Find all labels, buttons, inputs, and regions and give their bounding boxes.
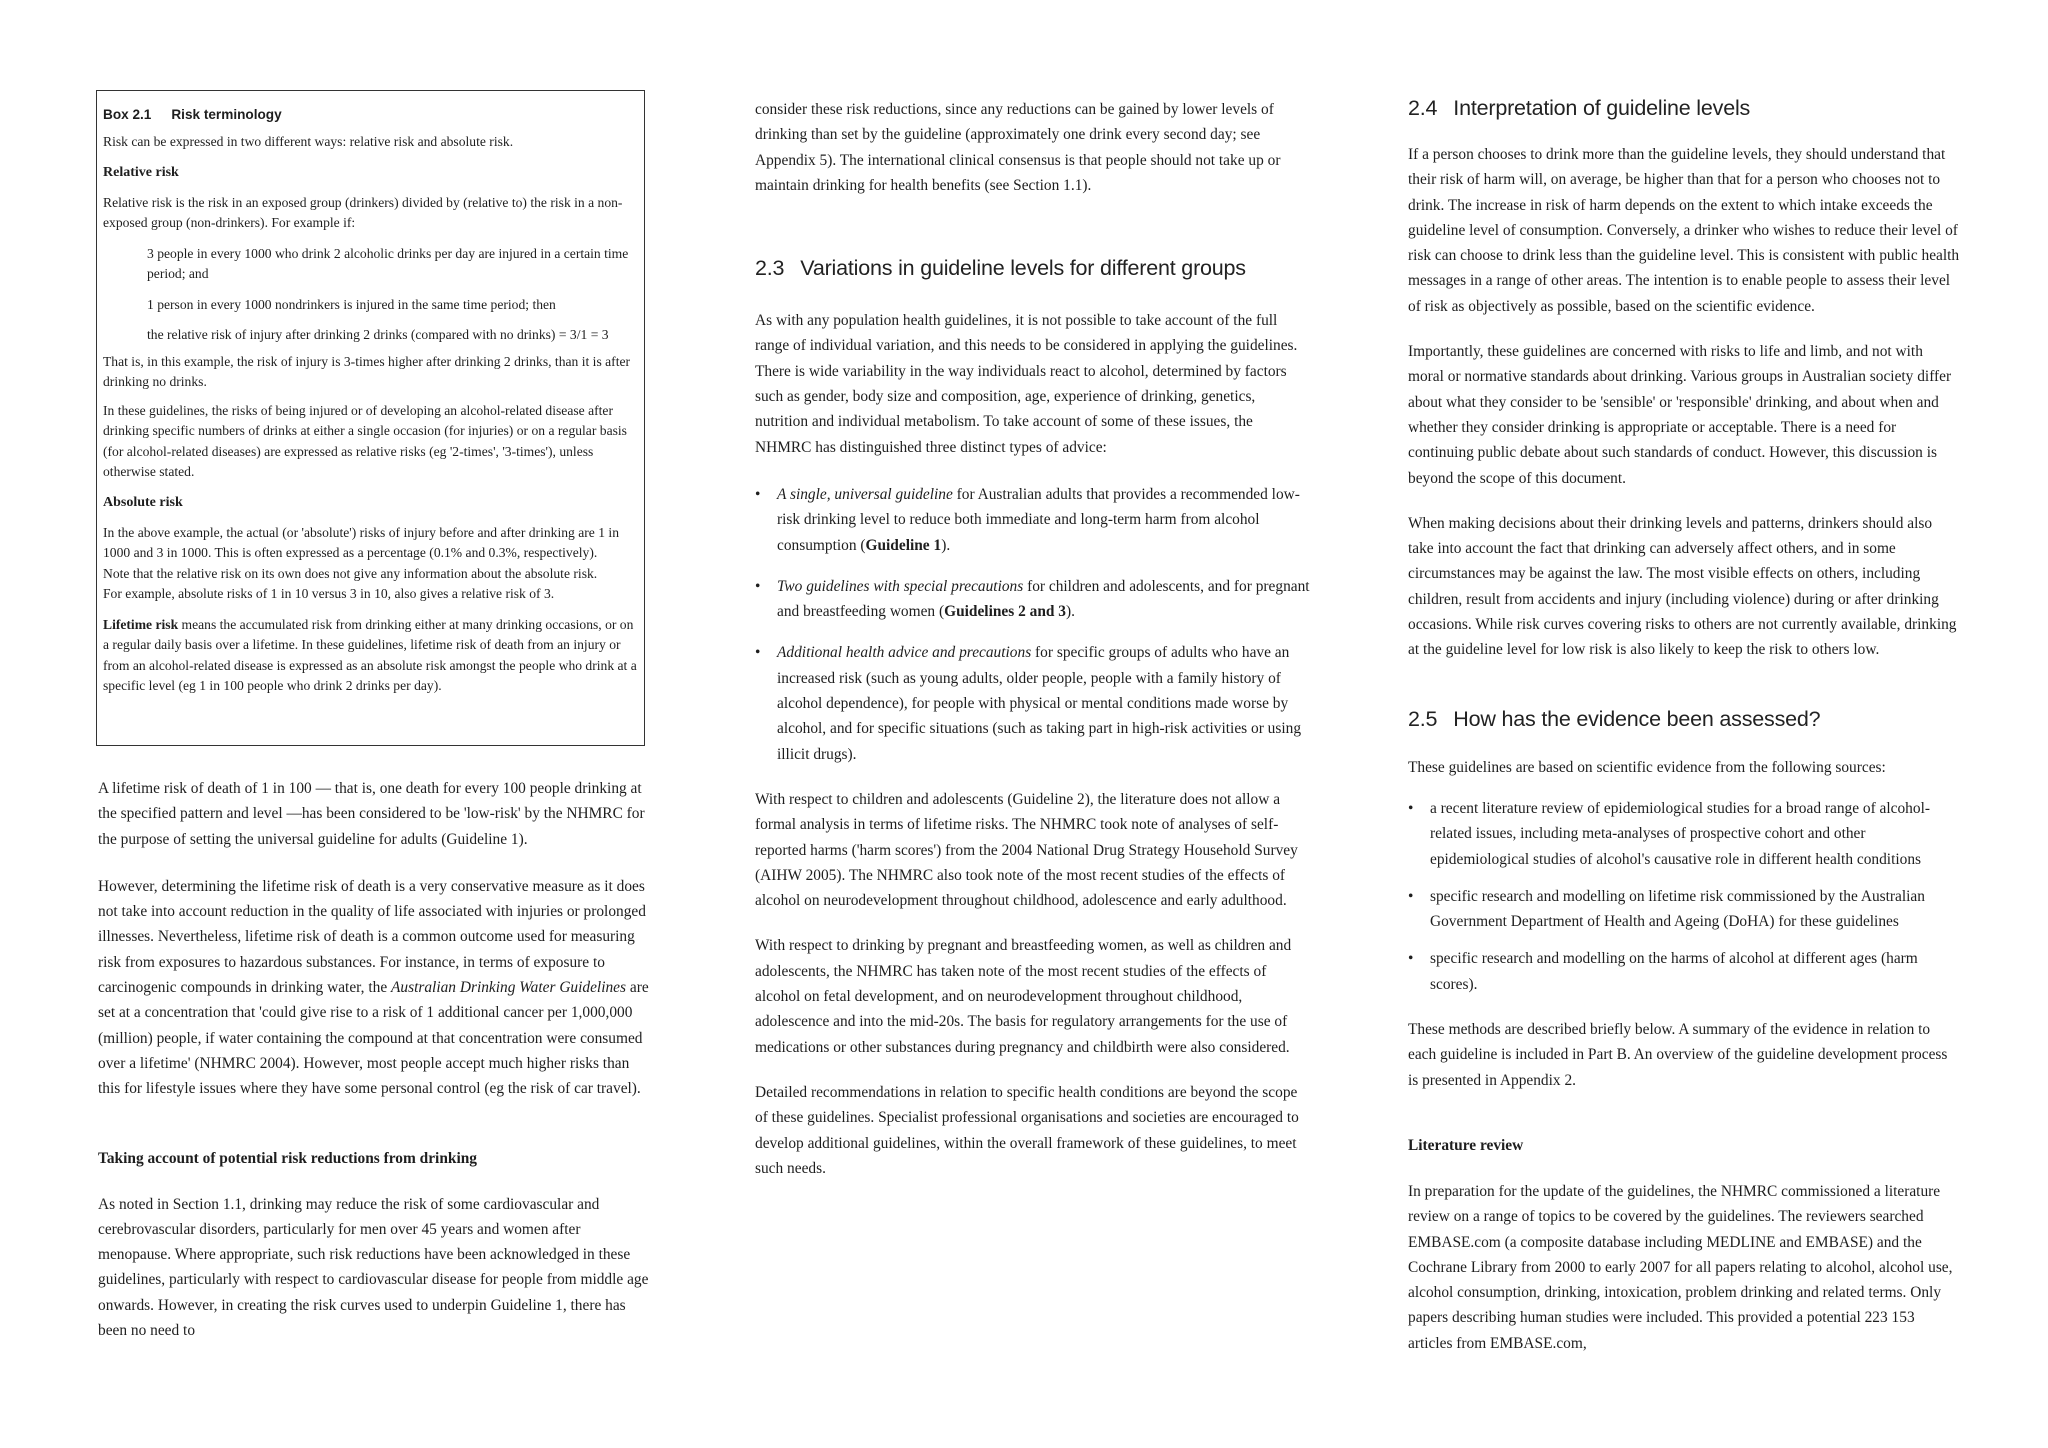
relative-risk-definition: Relative risk is the risk in an exposed group (drinkers) divided by (relative to) the risk in a non-exposed group (non-drinkers). For example if: — [103, 194, 623, 230]
example-1: 3 people in every 1000 who drink 2 alcoholic drinks per day are injured in a certain time period; and — [147, 245, 629, 281]
col1-p2-part-b: are set at a concentration that 'could give rise to a risk of 1 additional cancer per 1,000,000 (million) people, if water containing the compound at that concentration were consumed over a lifetime' (NHMRC 2004). However, most people accept much higher risks than this for lifestyle issues where they have some personal control (eg the risk of car travel). — [98, 979, 649, 1098]
section-2-4-title: Interpretation of guideline levels — [1453, 96, 1751, 120]
box-title — [103, 107, 637, 122]
in-guidelines-paragraph: In these guidelines, the risks of being injured or of developing an alcohol-related disease after drinking specific numbers of drinks at either a single occasion (for injuries) or on a regular basis (for alcohol-related diseases) are expressed as relative risks (eg '2-times', '3-times'), unless otherwise stated. — [103, 402, 627, 479]
section-2-3-number: 2.3 — [755, 256, 785, 281]
col3-paragraph-4: These guidelines are based on scientific evidence from the following sources: — [1408, 758, 1886, 776]
box-intro: Risk can be expressed in two different ways: relative risk and absolute risk. — [103, 134, 514, 149]
absolute-risk-heading: Absolute risk — [103, 494, 183, 510]
lifetime-risk-paragraph — [103, 615, 637, 697]
relative-risk-heading: Relative risk — [103, 164, 179, 180]
bullet-1-bold: Guideline 1 — [865, 536, 942, 554]
col2-paragraph-3: With respect to drinking by pregnant and breastfeeding women, as well as children and adolescents, the NHMRC has taken note of the most recent studies of the effects of alcohol on fetal development, and on neurodevelopment throughout childhood, adolescence and into the mid-20s. The basis for regulatory arrangements for the use of medications or other substances during pregnancy and childbirth were also considered. — [755, 937, 1292, 1056]
bullet-2-em: Two guidelines with special precautions — [777, 577, 1024, 595]
that-is-paragraph: That is, in this example, the risk of injury is 3-times higher after drinking 2 drinks, than it is after drinking no drinks. — [103, 353, 631, 389]
list-item — [755, 640, 1310, 766]
column-2 — [755, 97, 1310, 1181]
col2-paragraph-4: Detailed recommendations in relation to specific health conditions are beyond the scope of these guidelines. Specialist professional organisations and societies are encouraged to develop additional guidelines, within the overall framework of these guidelines, to meet such needs. — [755, 1083, 1299, 1177]
section-2-5-heading — [1408, 705, 1960, 733]
bullet-2-end: ). — [1066, 603, 1075, 621]
col2-paragraph-0: consider these risk reductions, since any reductions can be gained by lower levels of drinking than set by the guideline (approximately one drink every second day; see Appendix 5). The international clinical consensus is that people should not take up or maintain drinking for health benefits (see Section 1.1). — [755, 101, 1281, 194]
example-2: 1 person in every 1000 nondrinkers is injured in the same time period; then — [147, 296, 556, 312]
bullet-1-em: A single, universal guideline — [777, 485, 953, 503]
col2-paragraph-2: With respect to children and adolescents (Guideline 2), the literature does not allow a formal analysis in terms of lifetime risks. The NHMRC took note of analyses of self-reported harms ('harm scores') from the 2004 National Drug Strategy Household Survey (AIHW 2005). The NHMRC also took note of the most recent studies of the effects of alcohol on neurodevelopment throughout childhood, adolescence and early adulthood. — [755, 790, 1298, 910]
bullet-2-bold: Guidelines 2 and 3 — [944, 603, 1066, 621]
list-item: • a recent literature review of epidemiological studies for a broad range of alcohol-related issues, including meta-analyses of prospective cohort and other epidemiological studies of alcohol's causative role in different health conditions — [1408, 796, 1960, 872]
section-2-5-title: How has the evidence been assessed? — [1453, 706, 1821, 731]
section-2-3-heading — [755, 254, 1310, 282]
list-item — [755, 574, 1310, 625]
lifetime-risk-definition: means the accumulated risk from drinking either at many drinking occasions, or on a regular daily basis over a lifetime. In these guidelines, lifetime risk of death from an injury or from an alcohol-related disease is expressed as an absolute risk amongst the people who drink at a specific level (eg 1 in 100 people who drink 2 drinks per day). — [103, 616, 637, 693]
advice-types-list — [755, 482, 1310, 767]
lifetime-risk-term: Lifetime risk — [103, 616, 179, 632]
example-3: the relative risk of injury after drinking 2 drinks (compared with no drinks) = 3/1 = 3 — [147, 327, 609, 342]
bullet-2-text: for children and adolescents, and for pregnant and breastfeeding women ( — [777, 577, 1310, 621]
col1-p2-part-a: However, determining the lifetime risk of death is a very conservative measure as it does not take into account reduction in the quality of life associated with injuries or prolonged illnesses. Nevertheless, lifetime risk of death is a common outcome used for measuring risk from exposures to hazardous substances. For instance, in terms of exposure to carcinogenic compounds in drinking water, the — [98, 877, 646, 997]
column-3 — [1408, 94, 1960, 1356]
literature-review-subheading: Literature review — [1408, 1136, 1524, 1154]
drinking-water-guidelines-title: Australian Drinking Water Guidelines — [391, 979, 627, 997]
section-2-4-number: 2.4 — [1408, 96, 1438, 120]
col1-paragraph-2 — [98, 874, 650, 1102]
section-2-5-number: 2.5 — [1408, 706, 1438, 731]
col3-paragraph-1: If a person chooses to drink more than the guideline levels, they should understand that their risk of harm will, on average, be higher than that for a person who chooses not to drink. The increase in risk of harm depends on the extent to which intake exceeds the guideline level of consumption. Conversely, a drinker who wishes to reduce their level of risk can choose to drink less than the guideline level. This is consistent with public health messages in a range of other areas. The intention is to enable people to assess their level of risk as objectively as possible, based on the scientific evidence. — [1408, 146, 1960, 315]
col3-paragraph-5: These methods are described briefly below. A summary of the evidence in relation to each guideline is included in Part B. An overview of the guideline development process is presented in Appendix 2. — [1408, 1021, 1948, 1089]
evidence-sources-list — [1408, 796, 1960, 997]
risk-reductions-subheading: Taking account of potential risk reductions from drinking — [98, 1149, 477, 1167]
col1-paragraph-1: A lifetime risk of death of 1 in 100 — that is, one death for every 100 people drinking at the specified pattern and level —has been considered to be 'low-risk' by the NHMRC for the purpose of setting the universal guideline for adults (Guideline 1). — [98, 780, 645, 848]
absolute-risk-1: In the above example, the actual (or 'absolute') risks of injury before and after drinking are 1 in 1000 and 3 in 1000. This is often expressed as a percentage (0.1% and 0.3%, respectively). — [103, 524, 619, 560]
column-1 — [98, 776, 650, 1343]
bullet-1-text: for Australian adults that provides a recommended low-risk drinking level to reduce both immediate and long-term harm from alcohol consumption ( — [777, 485, 1300, 554]
bullet-3-em: Additional health advice and precautions — [777, 644, 1032, 662]
col3-paragraph-6: In preparation for the update of the guidelines, the NHMRC commissioned a literature review on a range of topics to be covered by the guidelines. The reviewers searched EMBASE.com (a composite database including MEDLINE and EMBASE) and the Cochrane Library from 2000 to early 2007 for all papers relating to alcohol, alcohol use, alcohol consumption, drinking, intoxication, problem drinking and related terms. Only papers describing human studies were included. This provided a potential 223 153 articles from EMBASE.com, — [1408, 1182, 1953, 1352]
absolute-risk-3: For example, absolute risks of 1 in 10 versus 3 in 10, also gives a relative risk of 3. — [103, 586, 555, 601]
section-2-3-title: Variations in guideline levels for different groups — [800, 256, 1246, 281]
list-item: • specific research and modelling on the harms of alcohol at different ages (harm scores). — [1408, 946, 1960, 997]
absolute-risk-2: Note that the relative risk on its own does not give any information about the absolute risk. — [103, 565, 598, 581]
box-number: Box 2.1 — [103, 107, 152, 122]
risk-terminology-box — [96, 90, 645, 746]
box-title-text: Risk terminology — [171, 107, 282, 122]
col2-paragraph-1: As with any population health guidelines, it is not possible to take account of the full range of individual variation, and this needs to be considered in applying the guidelines. There is wide variability in the way individuals react to alcohol, determined by factors such as gender, body size and composition, age, experience of drinking, genetics, nutrition and individual metabolism. To take account of some of these issues, the NHMRC has distinguished three distinct types of advice: — [755, 312, 1298, 456]
bullet-1-end: ). — [941, 536, 951, 554]
col1-paragraph-3: As noted in Section 1.1, drinking may reduce the risk of some cardiovascular and cerebrovascular disorders, particularly for men over 45 years and women after menopause. Where appropriate, such risk reductions have been acknowledged in these guidelines, particularly with respect to cardiovascular disease for people from middle age onwards. However, in creating the risk curves used to underpin Guideline 1, there has been no need to — [98, 1195, 649, 1340]
col3-paragraph-2: Importantly, these guidelines are concerned with risks to life and limb, and not with moral or normative standards about drinking. Various groups in Australian society differ about what they consider to be 'sensible' or 'responsible' drinking, and about when and whether they consider drinking is appropriate or acceptable. There is a need for continuing public debate about such standards of conduct. However, this discussion is beyond the scope of this document. — [1408, 343, 1952, 487]
col3-paragraph-3: When making decisions about their drinking levels and patterns, drinkers should also take into account the fact that drinking can adversely affect others, and in some circumstances may be against the law. The most visible effects on others, including children, result from accidents and injury (including violence) during or after drinking occasions. While risk curves covering risks to others are not currently available, drinking at the guideline level for low risk is also likely to keep the risk to others low. — [1408, 514, 1957, 659]
bullet-3-text: for specific groups of adults who have an increased risk (such as young adults, older people, people with a family history of alcohol dependence), for people with physical or mental conditions made worse by alcohol, and for specific situations (such as taking part in high-risk activities or using illicit drugs). — [777, 644, 1302, 763]
section-2-4-heading — [1408, 94, 1960, 122]
box-content — [103, 101, 637, 697]
list-item: • specific research and modelling on lifetime risk commissioned by the Australian Government Department of Health and Ageing (DoHA) for these guidelines — [1408, 884, 1960, 935]
list-item — [755, 482, 1310, 558]
